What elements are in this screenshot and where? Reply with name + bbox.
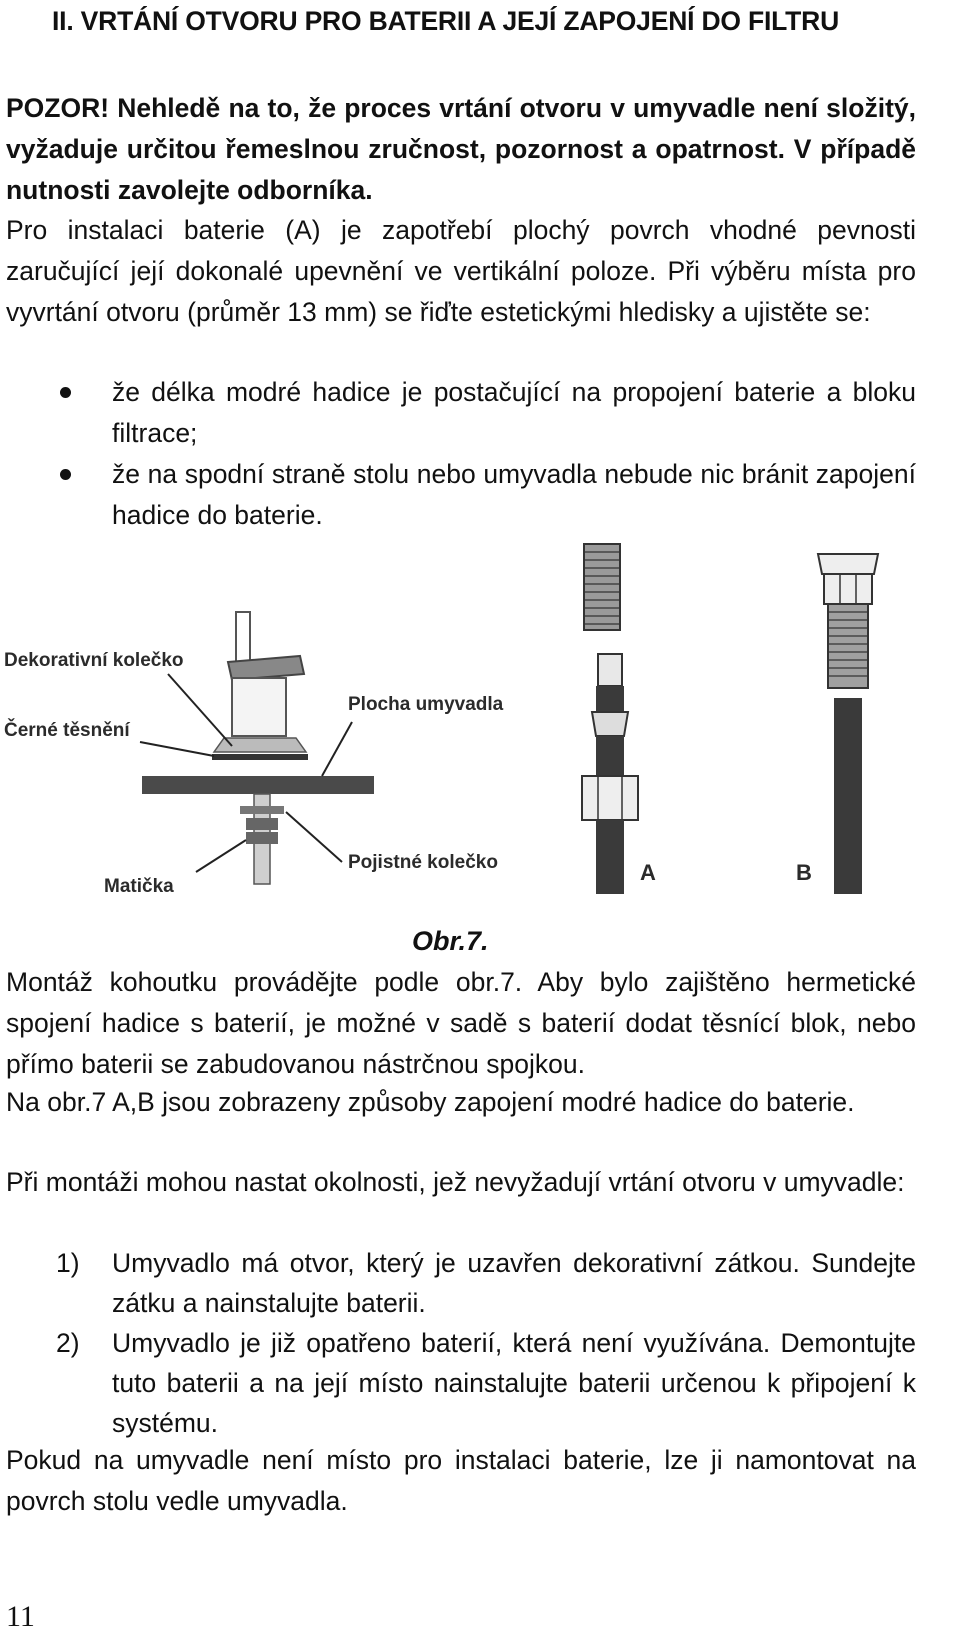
label-nut: Matička bbox=[104, 876, 174, 897]
label-decorative-ring: Dekorativní kolečko bbox=[4, 650, 184, 671]
section-heading: II. VRTÁNÍ OTVORU PRO BATERII A JEJÍ ZAPOJENÍ DO FILTRU bbox=[52, 6, 840, 36]
label-sink-surface: Plocha umyvadla bbox=[348, 694, 504, 715]
bullet-icon bbox=[60, 387, 71, 398]
numbered-list bbox=[6, 1243, 916, 1443]
circumstances-paragraph: Při montáži mohou nastat okolnosti, jež nevyžadují vrtání otvoru v umyvadle: bbox=[6, 1167, 905, 1197]
checklist-item: že na spodní straně stolu nebo umyvadla nebude nic bránit zapojení hadice do baterie. bbox=[6, 454, 916, 536]
connection-variant-a-illustration bbox=[570, 540, 650, 900]
checklist-item: že délka modré hadice je postačující na propojení baterie a bloku filtrace; bbox=[6, 372, 916, 454]
label-variant-a: A bbox=[640, 860, 656, 885]
figure-reference-paragraph: Na obr.7 A,B jsou zobrazeny způsoby zapojení modré hadice do baterie. bbox=[6, 1087, 855, 1117]
intro-paragraph: Pro instalaci baterie (A) je zapotřebí plochý povrch vhodné pevnosti zaručující její dokonalé upevnění ve vertikální poloze. Při výběru místa pro vyvrtání otvoru (průměr 13 mm) se řiďte estetickými hledisky a ujistěte se: bbox=[6, 215, 916, 327]
checklist bbox=[6, 372, 916, 536]
closing-paragraph: Pokud na umyvadle není místo pro instalaci baterie, lze ji namontovat na povrch stolu vedle umyvadla. bbox=[6, 1445, 916, 1516]
label-locking-ring: Pojistné kolečko bbox=[348, 852, 498, 873]
label-black-gasket: Černé těsnění bbox=[4, 720, 130, 741]
bullet-icon bbox=[60, 469, 71, 480]
page-number: 11 bbox=[6, 1600, 35, 1633]
mounting-paragraph: Montáž kohoutku provádějte podle obr.7. Aby bylo zajištěno hermetické spojení hadice s baterií, je možné v sadě s baterií dodat těsnící blok, nebo přímo baterii se zabudovanou nástrčnou spojkou. bbox=[6, 967, 916, 1079]
connection-variant-b-illustration bbox=[804, 540, 894, 900]
numbered-item: 1) Umyvadlo má otvor, který je uzavřen dekorativní zátkou. Sundejte zátku a nainstalujte baterii. bbox=[56, 1248, 916, 1318]
figure-caption: Obr.7. bbox=[412, 926, 489, 956]
label-variant-b: B bbox=[796, 860, 812, 885]
warning-paragraph: POZOR! Nehledě na to, že proces vrtání otvoru v umyvadle není složitý, vyžaduje určitou řemeslnou zručnost, pozornost a opatrnost. V případě nutnosti zavolejte odborníka. bbox=[6, 93, 916, 205]
numbered-item: 2) Umyvadlo je již opatřeno baterií, která není využívána. Demontujte tuto baterii a na její místo nainstalujte baterii určenou k připojení k systému. bbox=[56, 1328, 916, 1438]
